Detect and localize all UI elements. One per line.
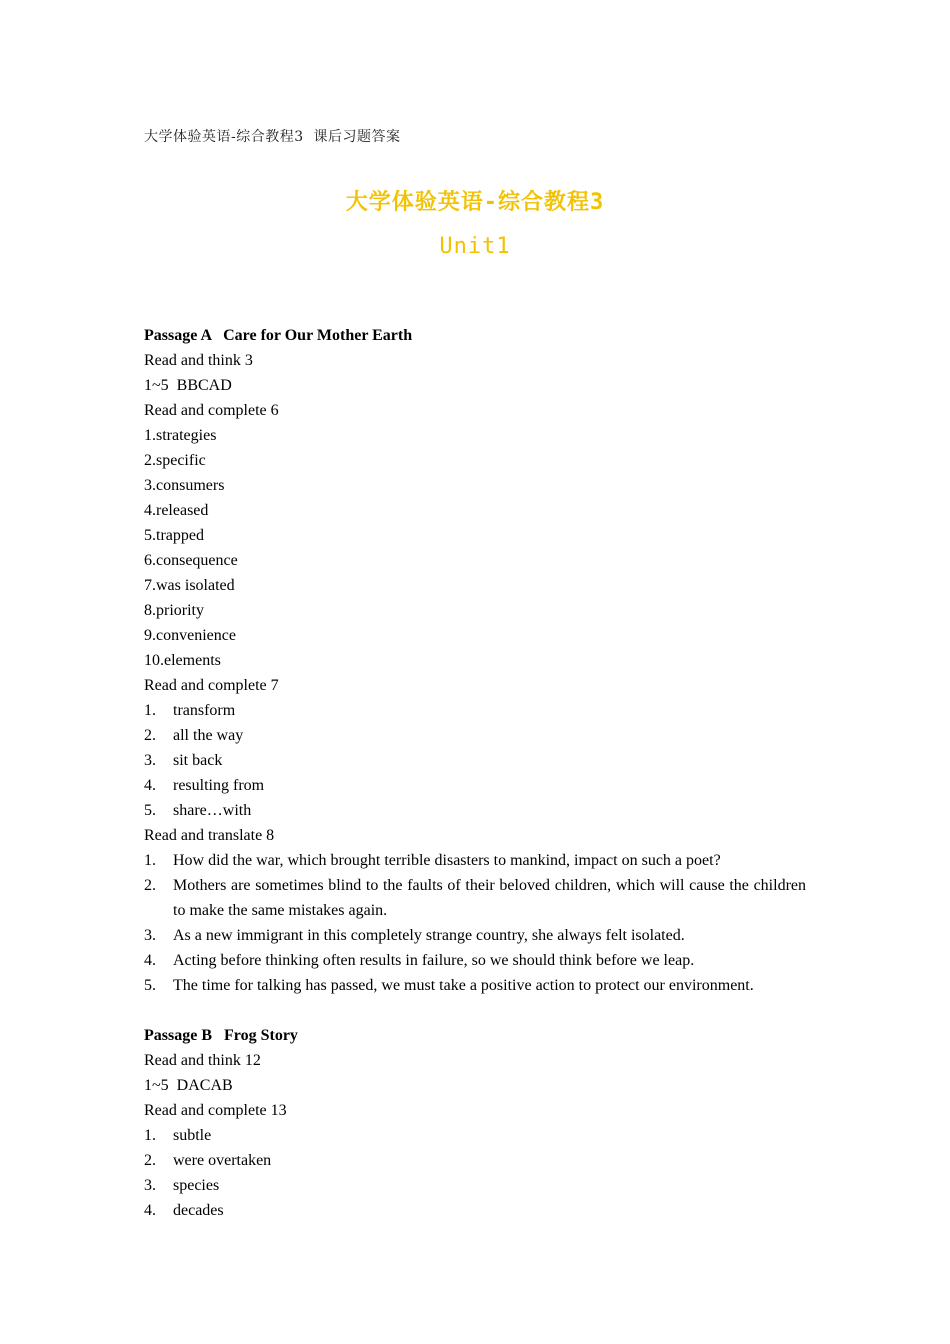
list-item bbox=[144, 748, 806, 773]
item-number: 1. bbox=[144, 852, 156, 869]
item-number: 2. bbox=[144, 1152, 156, 1169]
section-label: Read and think 3 bbox=[144, 352, 253, 369]
item-text: were overtaken bbox=[173, 1152, 272, 1169]
passage-a-heading: Passage A Care for Our Mother Earth bbox=[144, 327, 413, 344]
item-number: 4. bbox=[144, 777, 156, 794]
section-label: Read and think 12 bbox=[144, 1052, 261, 1069]
item-number: 1. bbox=[144, 702, 156, 719]
list-item: 2.specific bbox=[144, 452, 206, 469]
item-text: share…with bbox=[173, 802, 252, 819]
list-item: 10.elements bbox=[144, 652, 221, 669]
item-text: species bbox=[173, 1177, 220, 1194]
list-item: 1.strategies bbox=[144, 427, 217, 444]
list-item bbox=[144, 948, 806, 973]
answer-line: 1~5 BBCAD bbox=[144, 377, 232, 394]
item-number: 1. bbox=[144, 1127, 156, 1144]
item-number: 3. bbox=[144, 1177, 156, 1194]
item-text: How did the war, which brought terrible disasters to mankind, impact on such a poet? bbox=[173, 852, 721, 869]
item-number: 5. bbox=[144, 977, 156, 994]
item-number: 4. bbox=[144, 1202, 156, 1219]
document-title: 大学体验英语-综合教程3 bbox=[345, 190, 605, 215]
section-label: Read and complete 7 bbox=[144, 677, 279, 694]
list-item bbox=[144, 723, 806, 748]
list-item bbox=[144, 873, 806, 923]
list-item: 5.trapped bbox=[144, 527, 204, 544]
item-text: resulting from bbox=[173, 777, 265, 794]
list-item bbox=[144, 1173, 806, 1198]
list-item: 4.released bbox=[144, 502, 209, 519]
item-text: Acting before thinking often results in failure, so we should think before we leap. bbox=[173, 952, 695, 969]
item-text: sit back bbox=[173, 752, 223, 769]
list-item bbox=[144, 973, 806, 998]
list-item: 8.priority bbox=[144, 602, 204, 619]
unit-title: Unit1 bbox=[439, 234, 511, 259]
list-item bbox=[144, 773, 806, 798]
list-item bbox=[144, 698, 806, 723]
item-number: 3. bbox=[144, 927, 156, 944]
item-text: all the way bbox=[173, 727, 244, 744]
item-text: transform bbox=[173, 702, 236, 719]
item-text: As a new immigrant in this completely strange country, she always felt isolated. bbox=[173, 927, 685, 944]
item-text: subtle bbox=[173, 1127, 212, 1144]
list-item bbox=[144, 848, 806, 873]
answer-content bbox=[144, 323, 806, 1223]
list-item bbox=[144, 1123, 806, 1148]
list-item: 3.consumers bbox=[144, 477, 225, 494]
item-number: 5. bbox=[144, 802, 156, 819]
item-number: 2. bbox=[144, 877, 156, 894]
passage-b-heading: Passage B Frog Story bbox=[144, 1027, 298, 1044]
page-header: 大学体验英语-综合教程3 课后习题答案 bbox=[144, 129, 401, 145]
answer-line: 1~5 DACAB bbox=[144, 1077, 233, 1094]
section-spacer bbox=[144, 998, 806, 1023]
item-text: The time for talking has passed, we must take a positive action to protect our environment. bbox=[173, 977, 754, 994]
list-item: 6.consequence bbox=[144, 552, 238, 569]
list-item bbox=[144, 923, 806, 948]
list-item: 7.was isolated bbox=[144, 577, 235, 594]
section-label: Read and translate 8 bbox=[144, 827, 275, 844]
list-item bbox=[144, 1148, 806, 1173]
item-text: decades bbox=[173, 1202, 224, 1219]
list-item bbox=[144, 798, 806, 823]
list-item: 9.convenience bbox=[144, 627, 236, 644]
section-label: Read and complete 13 bbox=[144, 1102, 287, 1119]
section-label: Read and complete 6 bbox=[144, 402, 279, 419]
list-item bbox=[144, 1198, 806, 1223]
item-text: Mothers are sometimes blind to the faults of their beloved children, which will cause the children to make the same mistakes again. bbox=[173, 877, 806, 919]
item-number: 4. bbox=[144, 952, 156, 969]
item-number: 3. bbox=[144, 752, 156, 769]
item-number: 2. bbox=[144, 727, 156, 744]
